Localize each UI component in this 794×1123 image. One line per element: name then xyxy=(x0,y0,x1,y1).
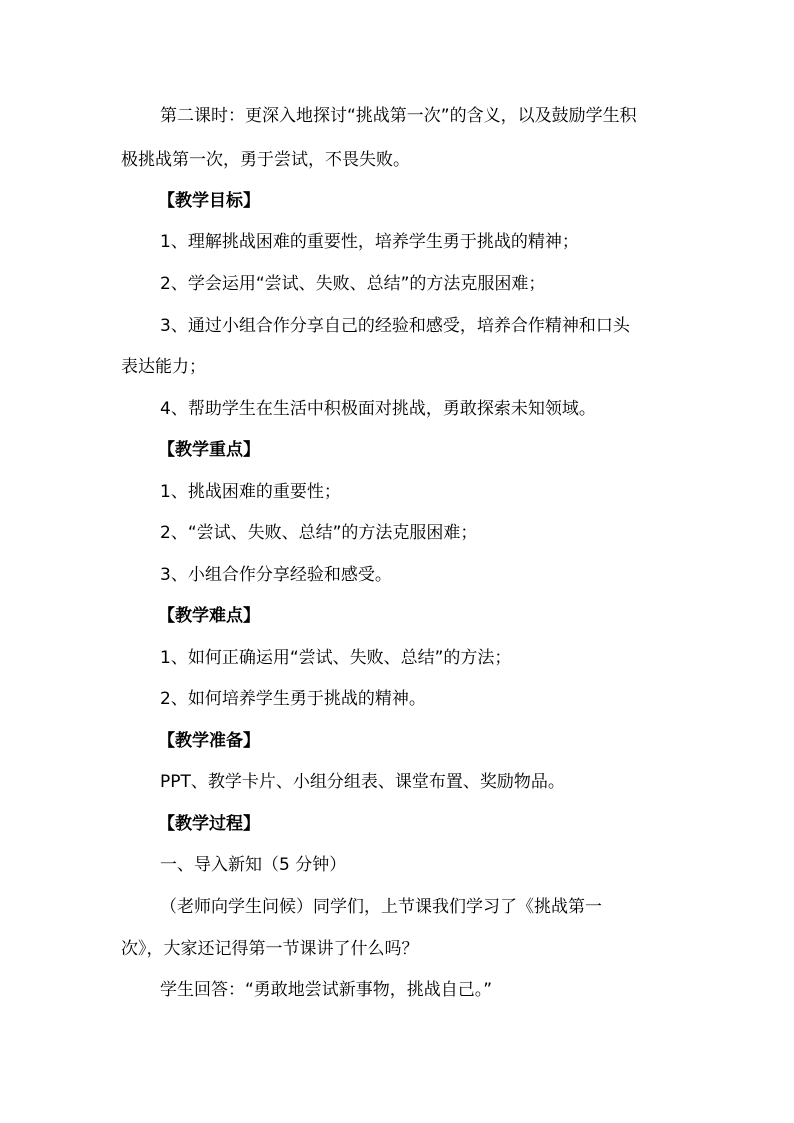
goals-heading: 【教学目标】 xyxy=(158,191,260,211)
key-points-item-3: 3、小组合作分享经验和感受。 xyxy=(160,565,392,585)
intro-line-1: 第二课时：更深入地探讨“挑战第一次”的含义，以及鼓励学生积 xyxy=(160,106,637,126)
process-section-1: 一、导入新知（5 分钟） xyxy=(160,855,347,875)
difficulties-item-2: 2、如何培养学生勇于挑战的精神。 xyxy=(160,689,426,709)
process-paragraph-1-line-2: 次》，大家还记得第一节课讲了什么吗？ xyxy=(121,939,419,959)
goals-item-3-line-1: 3、通过小组合作分享自己的经验和感受，培养合作精神和口头 xyxy=(160,316,630,336)
goals-item-2: 2、学会运用“尝试、失败、总结”的方法克服困难； xyxy=(160,274,546,294)
goals-item-3-line-2: 表达能力； xyxy=(121,357,206,377)
difficulties-heading: 【教学难点】 xyxy=(158,606,260,626)
difficulties-item-1: 1、如何正确运用“尝试、失败、总结”的方法； xyxy=(160,648,512,668)
process-heading: 【教学过程】 xyxy=(158,814,260,834)
process-paragraph-1-line-1: （老师向学生问候）同学们，上节课我们学习了《挑战第一 xyxy=(160,897,602,917)
preparation-heading: 【教学准备】 xyxy=(158,731,260,751)
goals-item-4: 4、帮助学生在生活中积极面对挑战，勇敢探索未知领域。 xyxy=(160,399,596,419)
key-points-item-1: 1、挑战困难的重要性； xyxy=(160,482,341,502)
key-points-item-2: 2、“尝试、失败、总结”的方法克服困难； xyxy=(160,523,478,543)
intro-line-2: 极挑战第一次，勇于尝试，不畏失败。 xyxy=(121,150,410,170)
process-paragraph-2: 学生回答：“勇敢地尝试新事物，挑战自己。” xyxy=(160,980,493,1000)
preparation-text: PPT、教学卡片、小组分组表、课堂布置、奖励物品。 xyxy=(160,772,565,792)
goals-item-1: 1、理解挑战困难的重要性，培养学生勇于挑战的精神； xyxy=(160,232,579,252)
key-points-heading: 【教学重点】 xyxy=(158,440,260,460)
